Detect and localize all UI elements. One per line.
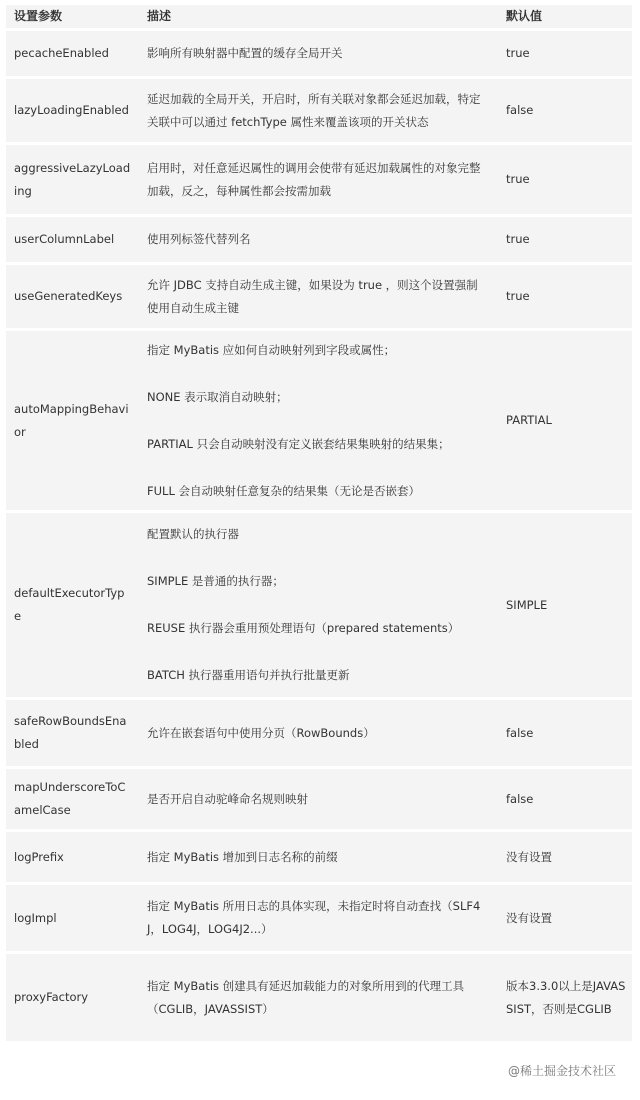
description-paragraph: REUSE 执行器会重用预处理语句（prepared statements）: [147, 621, 460, 635]
table-row: [6, 832, 632, 882]
cell-description: [139, 832, 495, 882]
table-row: [6, 217, 632, 262]
table-row: [6, 769, 632, 829]
cell-description: [139, 31, 495, 76]
watermark: @稀土掘金技术社区: [507, 1064, 616, 1078]
description-paragraph: 配置默认的执行器: [147, 527, 239, 541]
table-row: [6, 31, 632, 76]
cell-param: safeRowBoundsEnabled: [14, 714, 127, 751]
cell-param: logPrefix: [14, 849, 64, 864]
cell-description: [139, 265, 495, 328]
cell-description: [139, 885, 495, 951]
cell-default: false: [506, 725, 534, 740]
cell-default: 没有设置: [506, 910, 552, 925]
cell-param: defaultExecutorType: [14, 586, 125, 623]
cell-default: false: [506, 103, 534, 117]
cell-param: pecacheEnabled: [14, 46, 109, 60]
cell-description: [139, 217, 495, 262]
table-body: [6, 31, 632, 1041]
cell-default: true: [506, 46, 530, 60]
cell-default: true: [506, 289, 530, 303]
cell-param: logImpl: [14, 910, 57, 925]
table-header-row: [6, 5, 632, 28]
cell-param: aggressiveLazyLoading: [14, 160, 131, 198]
header-param: 设置参数: [14, 9, 63, 23]
cell-description: [139, 769, 495, 829]
cell-default: true: [506, 232, 530, 246]
description-paragraph: 指定 MyBatis 创建具有延迟加载能力的对象所用到的代理工具（CGLIB，JAVASSIST）: [147, 978, 465, 1016]
description-paragraph: 是否开启自动驼峰命名规则映射: [147, 791, 308, 806]
cell-param: proxyFactory: [14, 990, 89, 1004]
table-row: [6, 954, 632, 1041]
description-paragraph: 影响所有映射器中配置的缓存全局开关: [147, 46, 343, 60]
cell-param: useGeneratedKeys: [14, 289, 123, 303]
table-row: [6, 145, 632, 214]
header-description: 描述: [147, 9, 172, 23]
description-paragraph: BATCH 执行器重用语句并执行批量更新: [147, 668, 350, 682]
table-row: [6, 700, 632, 766]
description-paragraph: 指定 MyBatis 所用日志的具体实现，未指定时将自动查找（SLF4J，LOG4J，LOG4J2...）: [147, 899, 481, 936]
cell-param: mapUnderscoreToCamelCase: [14, 780, 126, 817]
description-paragraph: 使用列标签代替列名: [147, 232, 251, 246]
cell-param: lazyLoadingEnabled: [14, 103, 129, 117]
description-paragraph: 指定 MyBatis 应如何自动映射列到字段或属性；: [147, 342, 396, 357]
description-paragraph: 启用时，对任意延迟属性的调用会使带有延迟加载属性的对象完整加载，反之，每种属性都会按需加载: [147, 160, 481, 198]
description-paragraph: 指定 MyBatis 增加到日志名称的前缀: [147, 849, 338, 864]
description-paragraph: SIMPLE 是普通的执行器；: [147, 574, 284, 588]
cell-default: SIMPLE: [506, 597, 548, 612]
table-row: [6, 79, 632, 142]
cell-description: [139, 145, 495, 214]
table-row: [6, 265, 632, 328]
header-default: 默认值: [506, 9, 543, 23]
description-paragraph: 允许 JDBC 支持自动生成主键，如果设为 true ，则这个设置强制使用自动生成主键: [147, 277, 478, 315]
settings-table: [6, 5, 632, 1044]
cell-description: [139, 331, 495, 510]
cell-param: userColumnLabel: [14, 232, 115, 246]
cell-default: 没有设置: [506, 849, 552, 864]
description-paragraph: FULL 会自动映射任意复杂的结果集（无论是否嵌套）: [147, 483, 420, 498]
table-row: [6, 331, 632, 510]
cell-default: true: [506, 172, 530, 186]
cell-default: PARTIAL: [506, 413, 552, 427]
table-row: [6, 513, 632, 697]
cell-default: 版本3.3.0以上是JAVASSIST，否则是CGLIB: [506, 978, 626, 1016]
cell-param: autoMappingBehavior: [14, 401, 129, 439]
description-paragraph: 延迟加载的全局开关，开启时，所有关联对象都会延迟加载，特定关联中可以通过 fetchType 属性来覆盖该项的开关状态: [147, 91, 481, 129]
cell-description: [139, 700, 495, 766]
cell-description: [139, 513, 495, 697]
description-paragraph: 允许在嵌套语句中使用分页（RowBounds）: [147, 725, 375, 740]
cell-description: [139, 79, 495, 142]
table-row: [6, 885, 632, 951]
cell-default: false: [506, 791, 534, 806]
description-paragraph: PARTIAL 只会自动映射没有定义嵌套结果集映射的结果集；: [147, 436, 450, 451]
description-paragraph: NONE 表示取消自动映射；: [147, 389, 288, 404]
cell-description: [139, 954, 495, 1041]
